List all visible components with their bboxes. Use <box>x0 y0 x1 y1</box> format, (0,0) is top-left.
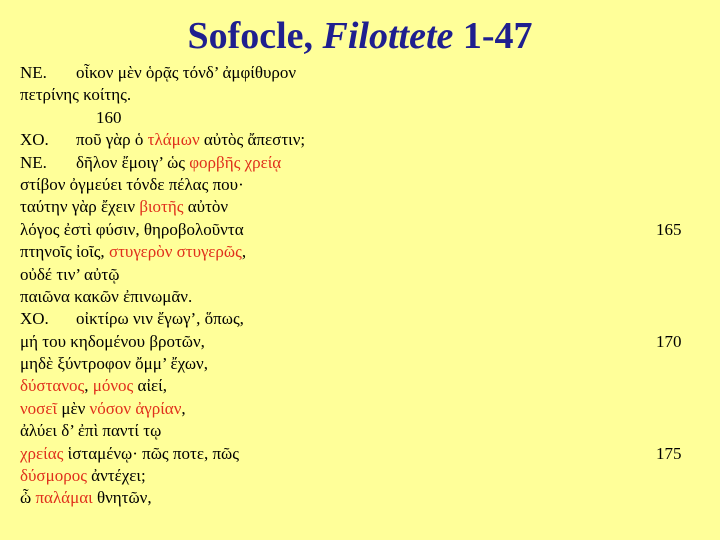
highlighted-word: δύστανος <box>20 376 85 396</box>
verse-text-segment: οὐδέ τιν’ αὐτῷ <box>20 264 120 284</box>
line-number: 175 <box>656 443 682 463</box>
verse-line <box>20 487 700 509</box>
verse-text-segment: ἀντέχει; <box>86 466 146 486</box>
highlighted-word: τλάμων <box>147 130 200 150</box>
verse-line <box>20 331 700 353</box>
page-title <box>0 10 720 62</box>
highlighted-word: νόσον ἀγρίαν <box>89 398 182 418</box>
verse-text-segment: ποῦ γὰρ ὁ <box>76 130 148 150</box>
verse-text-segment: οἶκον μὲν ὁρᾷς τόνδ’ ἀμφίθυρον <box>76 63 297 82</box>
verse-text-segment: αἰεί, <box>133 376 167 396</box>
verse-text-segment: ἀλύει δ’ ἐπὶ παντί τῳ <box>20 421 162 441</box>
verse-text-segment: μὲν <box>57 398 90 418</box>
line-number: 170 <box>656 331 682 351</box>
verse-text-segment: , <box>181 398 186 418</box>
speaker-label: ΧΟ. <box>20 130 49 150</box>
verse-line <box>20 375 700 397</box>
line-number: 160 <box>96 107 122 127</box>
verse-text <box>20 62 700 510</box>
highlighted-word: βιοτῆς <box>139 197 184 217</box>
verse-line <box>20 353 700 375</box>
verse-line <box>20 443 700 465</box>
title-author: Sofocle, <box>187 15 323 57</box>
highlighted-word: δύσμορος <box>20 466 87 486</box>
highlighted-word: παλάμαι <box>35 488 93 508</box>
title-work: Filottete <box>322 15 454 57</box>
verse-text-segment: λόγος ἐστὶ φύσιν, θηροβολοῦντα <box>20 219 244 239</box>
verse-line <box>20 286 700 308</box>
verse-text-segment: πετρίνης κοίτης. <box>20 85 132 105</box>
verse-text-segment: θνητῶν, <box>92 488 152 508</box>
verse-text-segment: , <box>84 376 93 396</box>
highlighted-word: μόνος <box>92 376 134 396</box>
highlighted-word: στυγερὸν στυγερῶς <box>108 242 242 262</box>
verse-text-segment: αὐτὸν <box>183 197 229 217</box>
verse-line <box>20 308 700 330</box>
highlighted-word: χρείας <box>20 443 64 463</box>
verse-line <box>20 398 700 420</box>
verse-line <box>20 84 700 106</box>
verse-text-segment: μηδὲ ξύντροφον ὄμμ’ ἔχων, <box>20 354 208 374</box>
verse-line <box>20 174 700 196</box>
verse-line <box>20 420 700 442</box>
speaker-label: ΝΕ. <box>20 152 47 172</box>
verse-text-segment: μή του κηδομένου βροτῶν, <box>20 331 205 351</box>
verse-text-segment: ταύτην γὰρ ἔχειν <box>20 197 140 217</box>
verse-text-segment: παιῶνα κακῶν ἐπινωμᾶν. <box>20 286 193 306</box>
verse-line <box>20 107 700 129</box>
verse-text-segment: οἰκτίρω νιν ἔγωγ’, ὅπως, <box>76 309 244 329</box>
highlighted-word: φορβῆς χρείᾳ <box>189 152 282 172</box>
verse-text-segment: ἱσταμένῳ· πῶς ποτε, πῶς <box>63 443 239 463</box>
verse-line <box>20 465 700 487</box>
verse-line <box>20 196 700 218</box>
highlighted-word: νοσεῖ <box>20 398 58 418</box>
verse-line <box>20 241 700 263</box>
verse-line <box>20 219 700 241</box>
verse-text-segment: πτηνοῖς ἰοῖς, <box>20 242 109 262</box>
verse-text-segment: δῆλον ἔμοιγ’ ὡς <box>76 152 190 172</box>
verse-text-segment: , <box>241 242 247 262</box>
speaker-label: ΝΕ. <box>20 63 47 82</box>
verse-line <box>20 264 700 286</box>
verse-text-segment: ὦ <box>20 488 36 508</box>
verse-line <box>20 62 700 84</box>
title-range: 1-47 <box>453 15 533 57</box>
verse-line <box>20 129 700 151</box>
verse-text-segment: στίβον ὀγμεύει τόνδε πέλας που· <box>20 174 244 194</box>
speaker-label: ΧΟ. <box>20 309 49 329</box>
line-number: 165 <box>656 219 682 239</box>
verse-text-segment: αὐτὸς ἄπεστιν; <box>199 130 306 150</box>
verse-line <box>20 152 700 174</box>
